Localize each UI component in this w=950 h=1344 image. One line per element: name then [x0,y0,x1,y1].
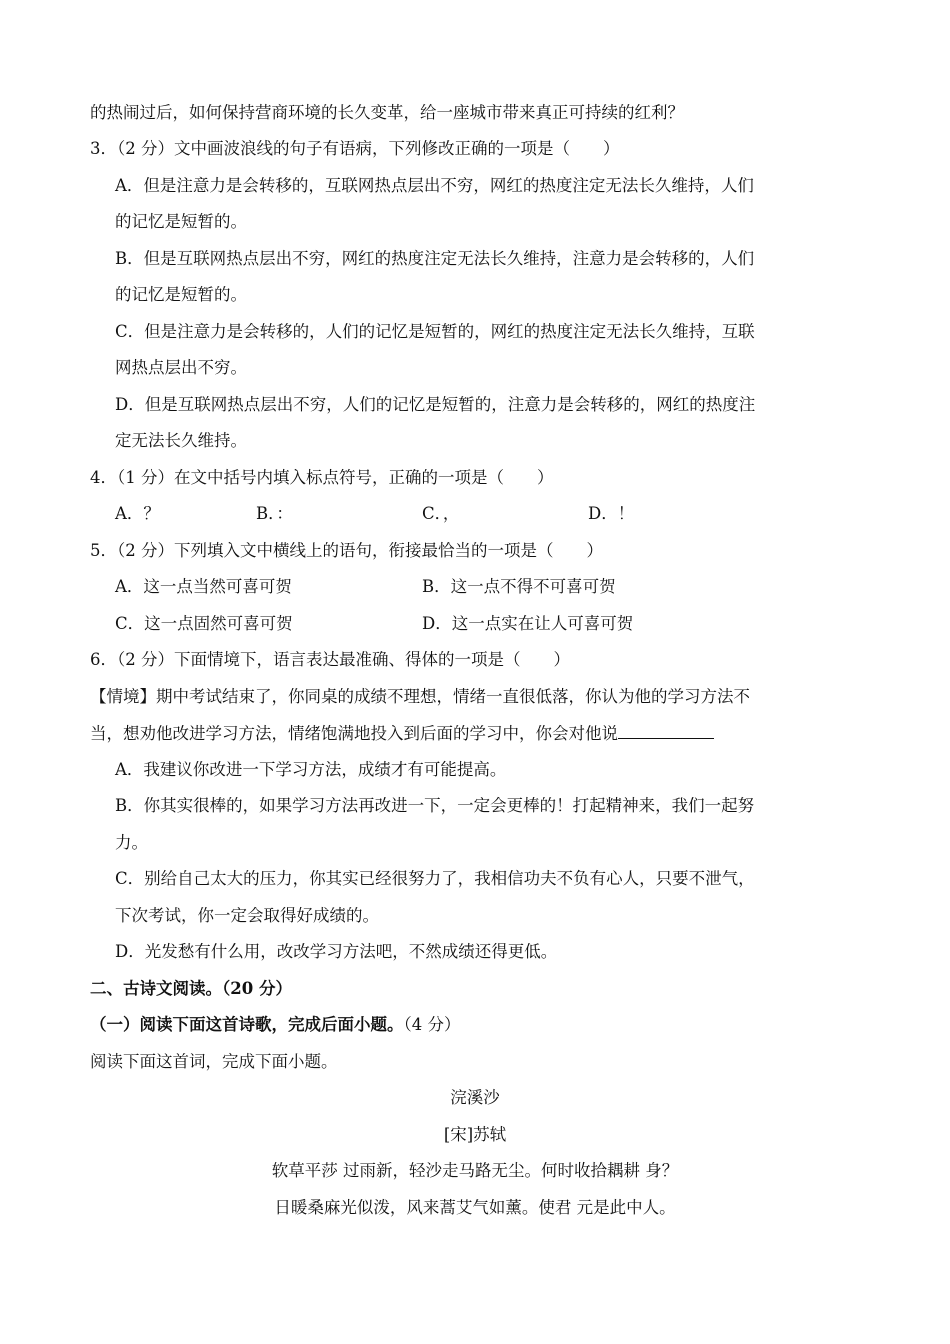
poem-line-2: 日暖桑麻光似泼，风来蒿艾气如薰。使君 元是此中人。 [274,1198,676,1217]
q5-stem: 5．（2 分）下列填入文中横线上的语句，衔接最恰当的一项是（ ） [90,541,603,560]
q6-option-d: D．光发愁有什么用，改改学习方法吧，不然成绩还得更低。 [115,942,558,961]
q6-stem: 6．（2 分）下面情境下，语言表达最准确、得体的一项是（ ） [90,650,570,669]
q3-option-c: C．但是注意力是会转移的，人们的记忆是短暂的，网红的热度注定无法长久维持，互联 [115,322,755,341]
q3-option-b-cont: 的记忆是短暂的。 [115,285,247,304]
q3-option-d: D．但是互联网热点层出不穷，人们的记忆是短暂的，注意力是会转移的，网红的热度注 [115,395,756,414]
poem-author: [宋]苏轼 [443,1125,507,1144]
q5-option-b: B．这一点不得不可喜可贺 [422,577,616,596]
q6-option-c: C．别给自己太大的压力，你其实已经很努力了，我相信功夫不负有心人，只要不泄气， [115,869,755,888]
subsection-heading-text: （一）阅读下面这首诗歌，完成后面小题。 [90,1015,404,1034]
subsection-heading [90,1014,461,1036]
q4-option-b: B．： [256,504,293,523]
q4-stem: 4．（1 分）在文中括号内填入标点符号，正确的一项是（ ） [90,468,554,487]
q6-option-a: A．我建议你改进一下学习方法，成绩才有可能提高。 [115,760,507,779]
q6-context: 【情境】期中考试结束了，你同桌的成绩不理想，情绪一直很低落，你认为他的学习方法不 [90,687,750,706]
poem-line-1: 软草平莎 过雨新，轻沙走马路无尘。何时收拾耦耕 身？ [271,1161,679,1180]
q3-option-c-cont: 网热点层出不穷。 [115,358,247,377]
q3-option-a: A．但是注意力是会转移的，互联网热点层出不穷，网红的热度注定无法长久维持，人们 [115,176,754,195]
passage-tail: 的热闹过后，如何保持营商环境的长久变革，给一座城市带来真正可持续的红利？ [90,103,684,122]
q6-option-b: B．你其实很棒的，如果学习方法再改进一下，一定会更棒的！打起精神来，我们一起努 [115,796,755,815]
poem-title: 浣溪沙 [450,1088,500,1107]
q3-option-b: B．但是互联网热点层出不穷，网红的热度注定无法长久维持，注意力是会转移的，人们 [115,249,755,268]
q6-option-c-cont: 下次考试，你一定会取得好成绩的。 [115,906,379,925]
q3-option-a-cont: 的记忆是短暂的。 [115,212,247,231]
q6-context-cont [90,722,714,745]
q5-option-d: D．这一点实在让人可喜可贺 [422,614,634,633]
q6-option-b-cont: 力。 [115,833,148,852]
subsection-score: （4 分） [403,1015,461,1034]
q6-context-text: 当，想劝他改进学习方法，情绪饱满地投入到后面的学习中，你会对他说 [90,724,618,743]
q5-option-a: A．这一点当然可喜可贺 [115,577,292,596]
q4-option-c: C．， [422,504,460,523]
q5-option-c: C．这一点固然可喜可贺 [115,614,293,633]
q4-option-a: A．？ [115,504,160,523]
reading-instruction: 阅读下面这首词，完成下面小题。 [90,1052,338,1071]
q3-option-d-cont: 定无法长久维持。 [115,431,247,450]
section-heading: 二、古诗文阅读。（20 分） [90,979,292,998]
q3-stem: 3．（2 分）文中画波浪线的句子有语病，下列修改正确的一项是（ ） [90,139,620,158]
answer-blank [618,722,714,739]
q4-option-d: D．！ [588,504,635,523]
